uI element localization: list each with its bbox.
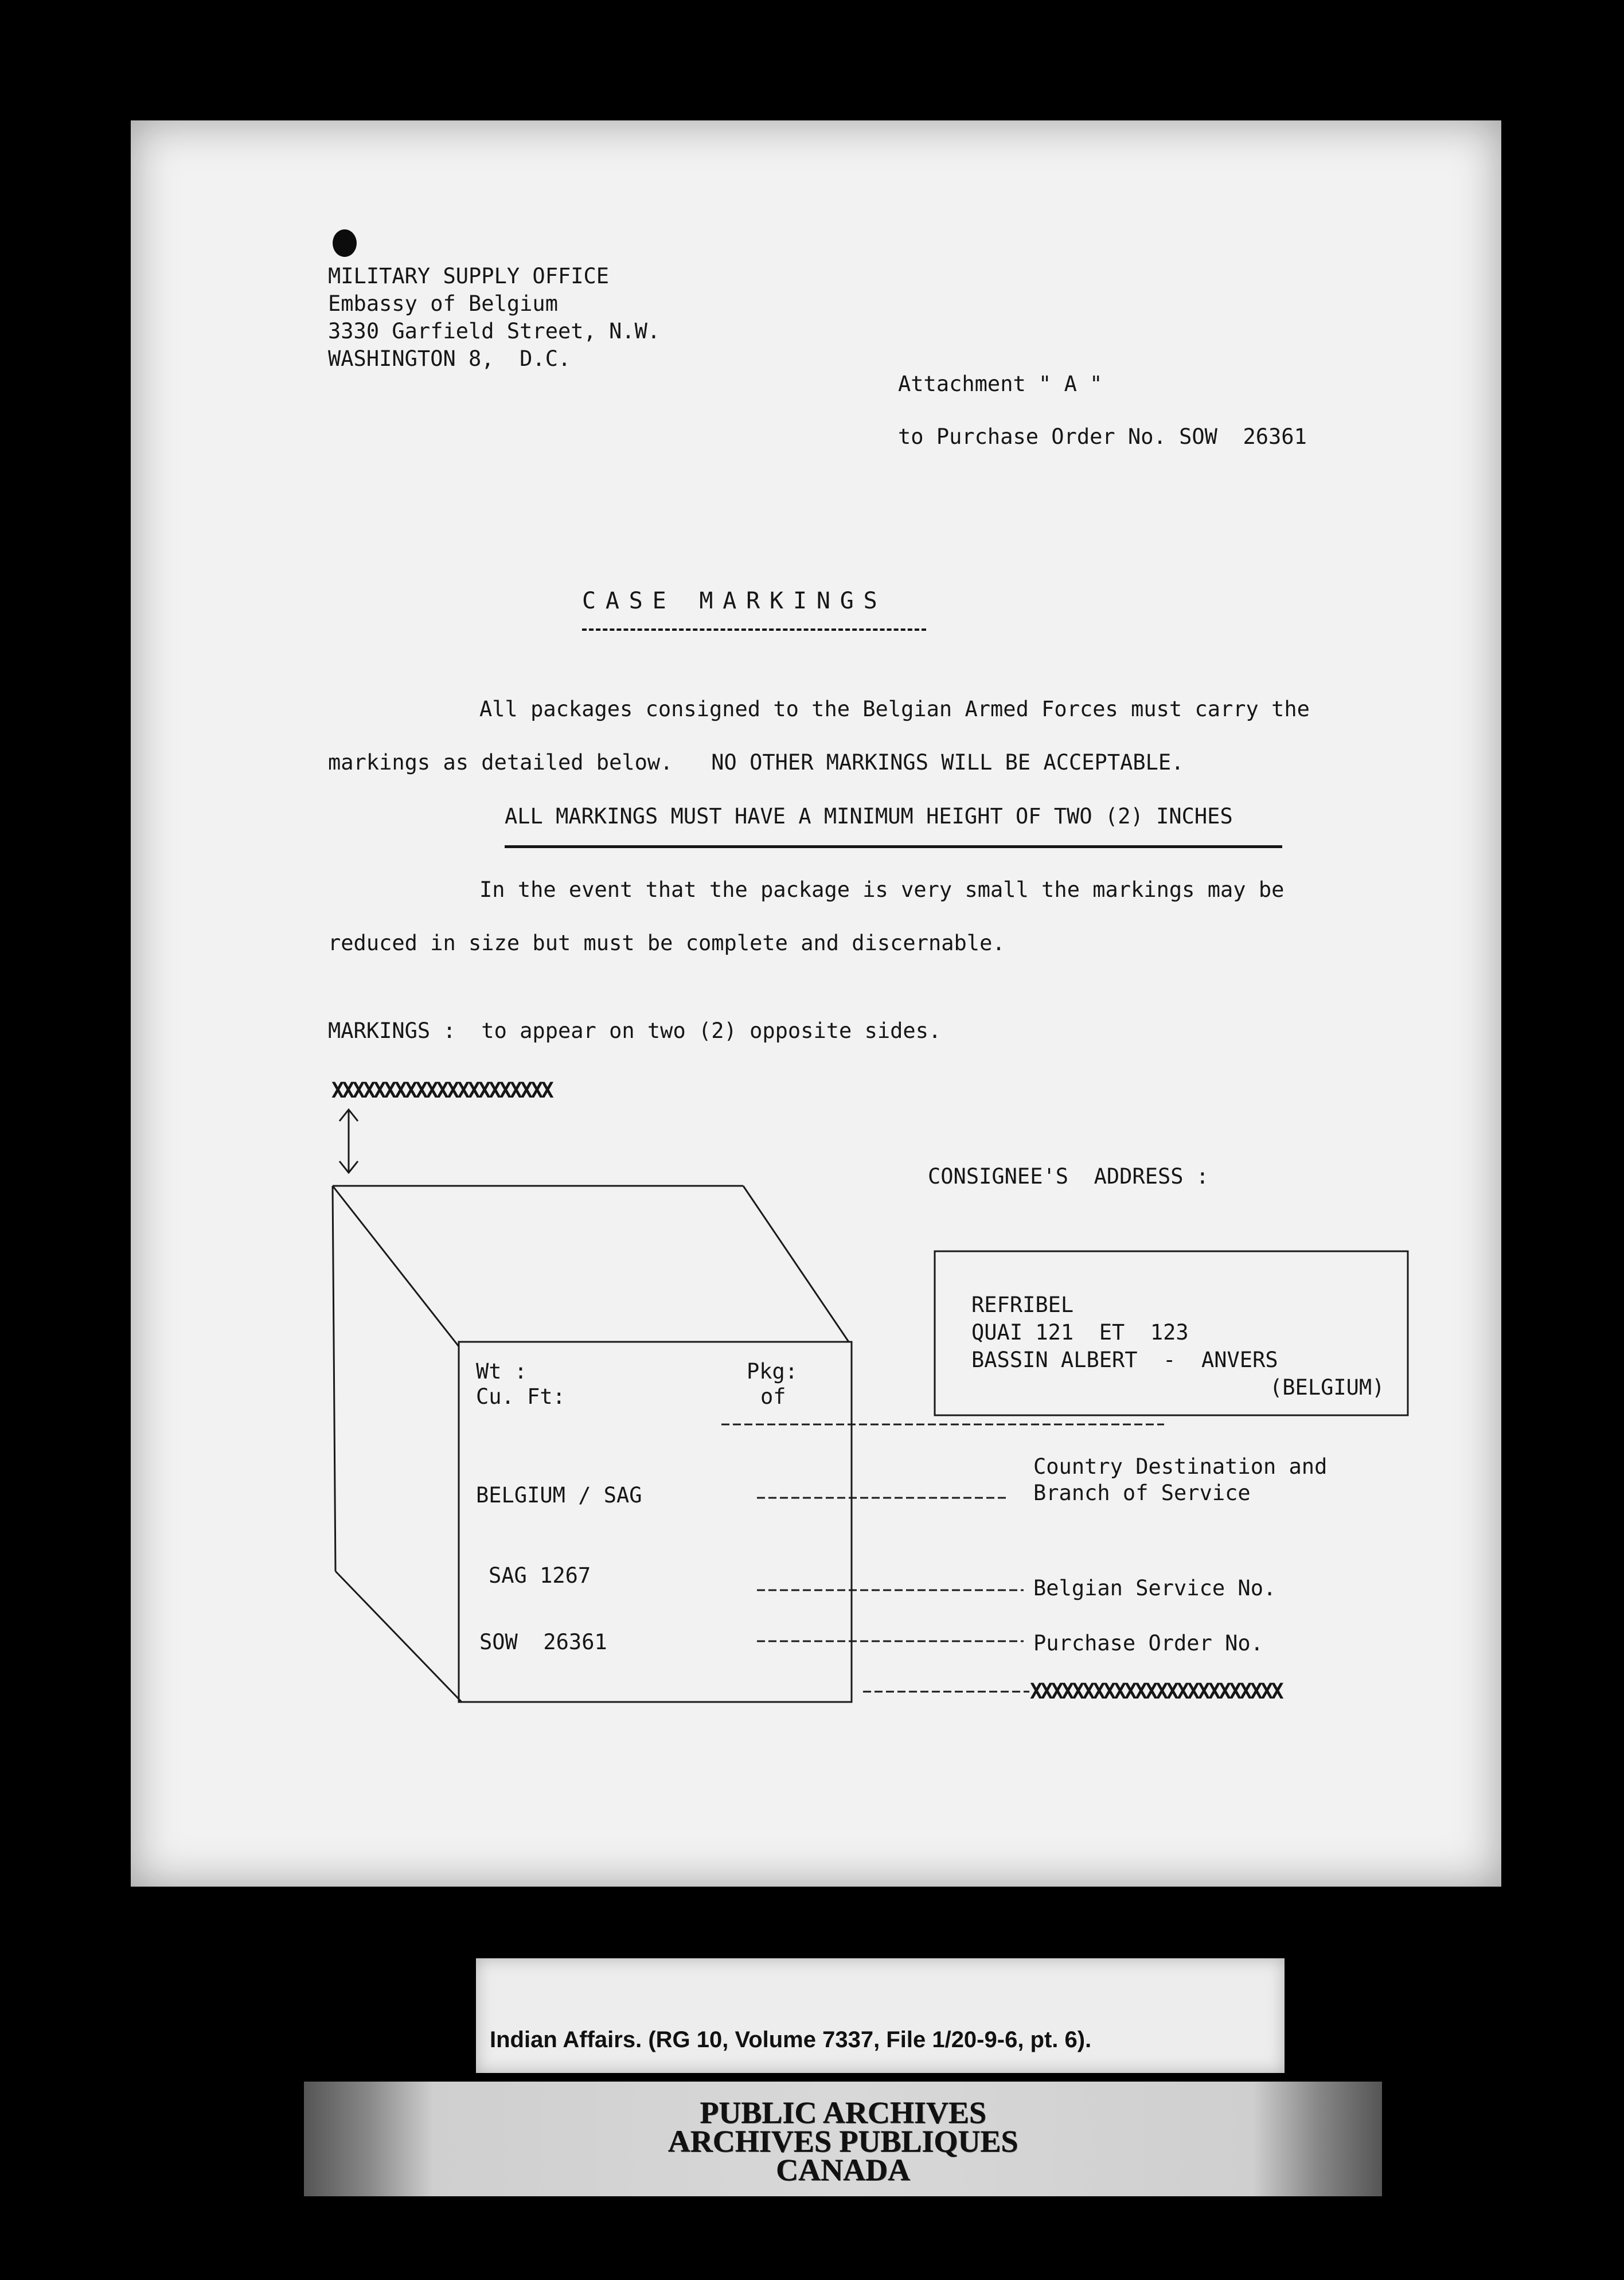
callout-purchase-order: Purchase Order No. xyxy=(1033,1631,1263,1656)
paragraph-1-line-2: markings as detailed below. NO OTHER MARKINGS WILL BE ACCEPTABLE. xyxy=(328,750,1184,775)
paragraph-2-line-1: In the event that the package is very small the markings may be xyxy=(479,877,1285,902)
archive-citation: Indian Affairs. (RG 10, Volume 7337, File 1/20-9-6, pt. 6). xyxy=(490,2027,1092,2052)
stamp-line-1: PUBLIC ARCHIVES xyxy=(700,2095,986,2130)
consignee-line-3: BASSIN ALBERT - ANVERS xyxy=(971,1348,1278,1372)
struck-marking-top: XXXXXXXXXXXXXXXXXXXXX xyxy=(331,1078,552,1103)
attachment-label: Attachment " A " xyxy=(898,372,1103,396)
consignee-line-4: (BELGIUM) xyxy=(1270,1375,1385,1400)
package-of-label: of xyxy=(760,1384,786,1409)
letterhead-embassy: Embassy of Belgium xyxy=(328,291,558,316)
callout-country-line-1: Country Destination and xyxy=(1033,1454,1328,1479)
markings-instruction: MARKINGS : to appear on two (2) opposite sides. xyxy=(328,1018,942,1043)
consignee-line-2: QUAI 121 ET 123 xyxy=(971,1320,1189,1345)
letterhead-street: 3330 Garfield Street, N.W. xyxy=(328,319,661,343)
box-top-left-diagonal xyxy=(333,1186,459,1346)
stamp-line-3: CANADA xyxy=(776,2153,910,2187)
stamp-line-2: ARCHIVES PUBLIQUES xyxy=(667,2124,1018,2158)
archive-citation-strip xyxy=(476,1958,1285,2073)
letterhead-office: MILITARY SUPPLY OFFICE xyxy=(328,264,610,288)
paragraph-1-line-1: All packages consigned to the Belgian Armed Forces must carry the xyxy=(479,697,1310,721)
consignee-line-1: REFRIBEL xyxy=(971,1293,1074,1317)
service-number-marking: SAG 1267 xyxy=(489,1563,591,1588)
purchase-order-prefix: to Purchase Order No. SOW xyxy=(898,424,1217,449)
page-title: CASE MARKINGS xyxy=(582,588,887,614)
struck-marking-bottom: XXXXXXXXXXXXXXXXXXXXXXXX xyxy=(1030,1679,1282,1704)
paragraph-2-line-2: reduced in size but must be complete and discernable. xyxy=(328,931,1005,955)
box-bottom-left-diagonal xyxy=(335,1571,462,1702)
callout-service-number: Belgian Service No. xyxy=(1033,1576,1276,1600)
archive-stamp-strip xyxy=(304,2082,1382,2196)
weight-label: Wt : xyxy=(476,1359,528,1384)
cubic-feet-label: Cu. Ft: xyxy=(476,1384,565,1409)
purchase-order-marking: SOW 26361 xyxy=(479,1630,607,1654)
country-branch-marking: BELGIUM / SAG xyxy=(476,1483,642,1508)
box-left-back-edge xyxy=(333,1186,335,1571)
height-requirement: ALL MARKINGS MUST HAVE A MINIMUM HEIGHT OF TWO (2) INCHES xyxy=(505,804,1233,829)
package-label: Pkg: xyxy=(747,1359,798,1384)
callout-country-line-2: Branch of Service xyxy=(1033,1481,1251,1505)
consignee-heading: CONSIGNEE'S ADDRESS : xyxy=(928,1164,1209,1189)
letterhead-city: WASHINGTON 8, D.C. xyxy=(328,346,571,371)
box-top-right-diagonal xyxy=(743,1186,849,1342)
purchase-order-number: 26361 xyxy=(1243,424,1307,449)
